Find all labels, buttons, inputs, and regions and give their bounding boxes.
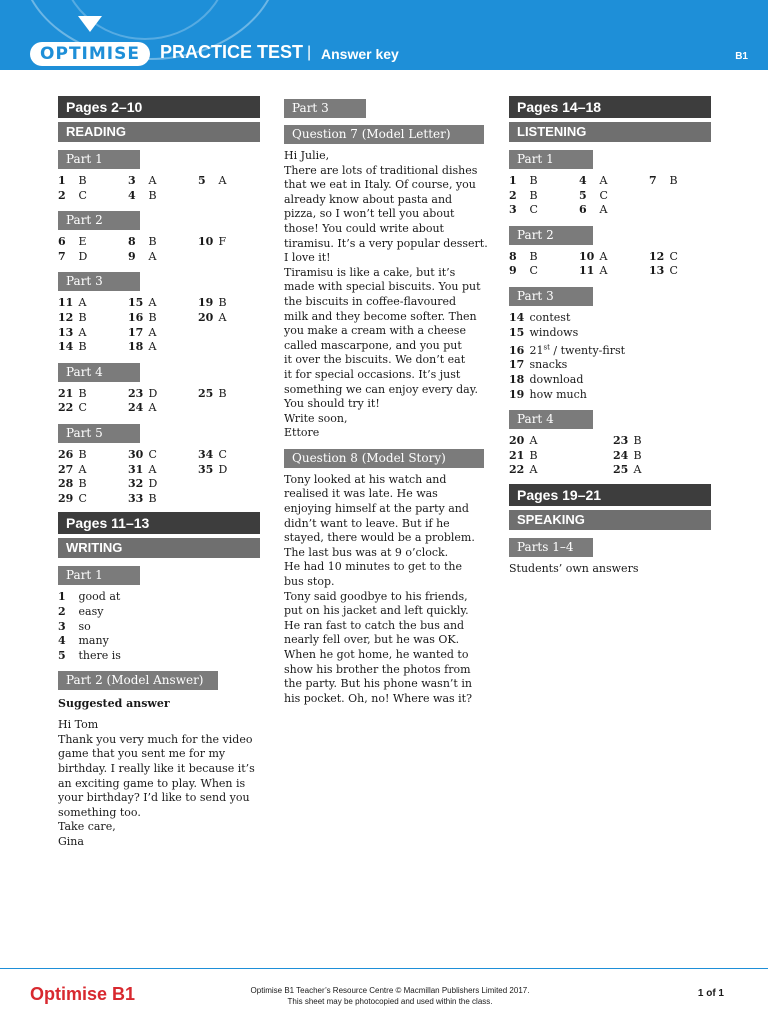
answer-number: 33 [128, 491, 144, 505]
answer-number: 21 [58, 386, 74, 400]
answer-item [128, 340, 198, 355]
answer-item [198, 477, 260, 492]
answer-value: B [148, 310, 157, 324]
answer-value: A [148, 340, 157, 354]
answer-item [58, 326, 128, 341]
answer-item [58, 250, 128, 265]
section-heading-pages-2-10: Pages 2–10 [58, 96, 260, 118]
answer-number: 16 [509, 343, 525, 357]
answer-number: 9 [128, 249, 136, 263]
answer-number: 3 [509, 203, 517, 217]
answer-item [58, 620, 260, 635]
answer-number: 1 [509, 174, 517, 187]
answer-value: A [529, 434, 538, 448]
answer-grid [509, 174, 711, 218]
answer-value: B [78, 174, 87, 187]
answer-value: A [599, 174, 608, 187]
part-heading: Part 3 [58, 272, 140, 291]
answer-value: C [78, 491, 87, 505]
answer-item [128, 477, 198, 492]
answer-number: 15 [509, 325, 525, 339]
answer-item [198, 250, 260, 265]
answer-item [509, 250, 579, 265]
answer-number: 22 [509, 463, 525, 477]
answer-value: B [529, 188, 538, 202]
answer-item [198, 463, 260, 478]
answer-value: B [633, 434, 642, 448]
answer-number: 20 [198, 310, 214, 324]
answer-number: 23 [128, 386, 144, 400]
answer-item [198, 387, 260, 402]
answer-number: 25 [613, 463, 629, 477]
answer-number: 4 [58, 634, 66, 648]
answer-item [613, 463, 711, 478]
answer-number: 5 [58, 648, 66, 662]
column-left [58, 96, 260, 850]
question-heading-7: Question 7 (Model Letter) [284, 125, 484, 144]
suggested-answer-label: Suggested answer [58, 697, 170, 711]
answer-value: C [669, 264, 678, 278]
answer-item [198, 235, 260, 250]
answer-grid [58, 174, 260, 203]
answer-value: B [218, 296, 227, 310]
answer-value: B [78, 340, 87, 354]
answer-number: 15 [128, 296, 144, 310]
answer-number: 17 [128, 325, 144, 339]
answer-number: 10 [579, 249, 595, 263]
page-header [0, 0, 768, 70]
answer-value: contest [529, 310, 571, 324]
answer-item [128, 492, 198, 507]
answer-number: 6 [58, 235, 66, 249]
answer-item [128, 296, 198, 311]
answer-value: A [599, 249, 608, 263]
answer-item [509, 358, 711, 373]
answer-item [128, 311, 198, 326]
answer-number: 5 [579, 188, 587, 202]
answer-number: 24 [613, 448, 629, 462]
footer-copyright [200, 985, 580, 1007]
speaking-answer: Students’ own answers [509, 561, 639, 575]
answer-number: 10 [198, 235, 214, 249]
answer-value: A [78, 296, 87, 310]
answer-item [58, 296, 128, 311]
answer-item [58, 477, 128, 492]
answer-grid [58, 235, 260, 264]
answer-item [198, 311, 260, 326]
answer-number: 4 [579, 174, 587, 187]
answer-number: 3 [58, 619, 66, 633]
answer-item [128, 174, 198, 189]
answer-number: 11 [579, 264, 595, 278]
answer-value: A [148, 462, 157, 476]
answer-number: 18 [509, 373, 525, 386]
answer-value: F [218, 235, 227, 249]
answer-number: 1 [58, 174, 66, 187]
answer-value: windows [529, 325, 579, 339]
answer-item [128, 235, 198, 250]
answer-number: 27 [58, 462, 74, 476]
answer-number: 14 [58, 340, 74, 354]
answer-value: there is [78, 648, 121, 662]
answer-value: A [529, 463, 538, 477]
question-heading-8: Question 8 (Model Story) [284, 449, 484, 468]
answer-value: D [218, 462, 228, 476]
part-heading: Part 2 (Model Answer) [58, 671, 218, 690]
part-heading: Part 5 [58, 424, 140, 443]
header-separator: | [307, 44, 312, 61]
answer-value: B [529, 174, 538, 187]
answer-number: 19 [198, 296, 214, 310]
answer-item [198, 326, 260, 341]
answer-item [509, 189, 579, 204]
answer-item [128, 448, 198, 463]
answer-value: A [148, 296, 157, 310]
copyright-line-1: Optimise B1 Teacher’s Resource Centre © Macmillan Publishers Limited 2017. [250, 986, 530, 995]
answer-item [579, 174, 649, 189]
answer-item [613, 449, 711, 464]
answer-value: B [218, 386, 227, 400]
answer-value: B [669, 174, 678, 187]
part-heading: Part 1 [509, 150, 593, 169]
answer-item [649, 174, 711, 189]
answer-value: A [148, 174, 157, 187]
answer-item [198, 174, 260, 189]
answer-item [198, 401, 260, 416]
answer-number: 13 [649, 264, 665, 278]
answer-item [509, 203, 579, 218]
answer-number: 22 [58, 401, 74, 415]
answer-item [649, 189, 711, 204]
logo-text: OPTIMISE [40, 44, 140, 64]
part-heading: Parts 1–4 [509, 538, 593, 557]
answer-item [58, 235, 128, 250]
answer-number: 6 [579, 203, 587, 217]
answer-value: C [78, 188, 87, 202]
answer-number: 2 [58, 188, 66, 202]
answer-value: how much [529, 387, 587, 401]
answer-value: E [78, 235, 87, 249]
part-heading: Part 4 [509, 410, 593, 429]
answer-value: easy [78, 604, 104, 618]
answer-item [128, 250, 198, 265]
answer-item [649, 264, 711, 279]
answer-value: B [78, 386, 87, 400]
answer-item [509, 326, 711, 341]
answer-number: 34 [198, 447, 214, 461]
answer-number: 21 [509, 448, 525, 462]
answer-number: 23 [613, 434, 629, 448]
answer-number: 9 [509, 264, 517, 278]
column-right [509, 96, 711, 577]
skill-heading-speaking: SPEAKING [509, 510, 711, 530]
part-heading: Part 1 [58, 150, 140, 169]
copyright-line-2: This sheet may be photocopied and used within the class. [287, 997, 493, 1006]
answer-number: 7 [58, 249, 66, 263]
section-heading-pages-14-18: Pages 14–18 [509, 96, 711, 118]
level-code: B1 [735, 51, 748, 62]
answer-item [509, 388, 711, 403]
answer-value: A [218, 310, 227, 324]
answer-number: 32 [128, 477, 144, 491]
answer-item [58, 634, 260, 649]
answer-value: many [78, 634, 109, 648]
answer-item [128, 387, 198, 402]
header-subtitle: Answer key [321, 46, 399, 62]
answer-item [509, 340, 711, 358]
answer-number: 25 [198, 386, 214, 400]
answer-value: A [148, 249, 157, 263]
answer-item [198, 296, 260, 311]
answer-grid [58, 296, 260, 354]
answer-item [509, 463, 613, 478]
logo-triangle-icon [78, 16, 102, 32]
answer-number: 5 [198, 174, 206, 187]
answer-value: A [78, 325, 87, 339]
answer-value: B [633, 448, 642, 462]
part-heading: Part 4 [58, 363, 140, 382]
answer-number: 2 [509, 188, 517, 202]
answer-value: so [78, 619, 91, 633]
part-heading: Part 1 [58, 566, 140, 585]
answer-item [198, 189, 260, 204]
footer-brand: Optimise B1 [30, 984, 136, 1004]
answer-item [58, 189, 128, 204]
page-number: 1 of 1 [697, 988, 724, 999]
answer-item [198, 448, 260, 463]
answer-value: C [529, 264, 538, 278]
answer-number: 29 [58, 491, 74, 505]
answer-grid [58, 448, 260, 506]
answer-item [58, 590, 260, 605]
answer-item [613, 434, 711, 449]
answer-item [58, 463, 128, 478]
part-heading: Part 3 [509, 287, 593, 306]
answer-item [58, 311, 128, 326]
answer-number: 24 [128, 401, 144, 415]
answer-value: C [218, 447, 227, 461]
answer-item [579, 250, 649, 265]
answer-value: B [529, 249, 538, 263]
answer-value: B [148, 188, 157, 202]
answer-value: download [529, 373, 584, 386]
answer-item [58, 401, 128, 416]
answer-number: 16 [128, 310, 144, 324]
part-heading: Part 3 [284, 99, 366, 118]
skill-heading-listening: LISTENING [509, 122, 711, 142]
part-heading: Part 2 [58, 211, 140, 230]
answer-value: D [78, 249, 88, 263]
answer-number: 31 [128, 462, 144, 476]
model-story-text: Tony looked at his watch and realised it was late. He was enjoying himself at the party and didn’t want to leave. But if he stayed, there would be a problem. The last bus was at 9 o’clock. He had 10 minutes to get to the bus stop. Tony said goodbye to his friends, put on his jacket and left quickly. He ran fast to catch the bus and nearly fell over, but he was OK. When he got home, he wanted to show his brother the photos from the party. But his phone wasn’t in his pocket. Oh, no! Where was it? [284, 472, 475, 705]
answer-value: B [148, 491, 157, 505]
answer-value: C [78, 401, 87, 415]
answer-value: A [78, 462, 87, 476]
optimise-logo [30, 42, 150, 66]
footer-divider [0, 968, 768, 969]
answer-item [128, 326, 198, 341]
answer-value: 21st / twenty-first [529, 343, 626, 357]
answer-number: 8 [509, 249, 517, 263]
part-heading: Part 2 [509, 226, 593, 245]
answer-grid [509, 250, 711, 279]
answer-number: 30 [128, 447, 144, 461]
answer-item [58, 387, 128, 402]
answer-item [579, 189, 649, 204]
answer-value: A [218, 174, 227, 187]
answer-value: C [669, 249, 678, 263]
answer-item [509, 174, 579, 189]
answer-number: 20 [509, 434, 525, 448]
answer-item [649, 250, 711, 265]
answer-value: B [78, 477, 87, 491]
answer-value: B [78, 447, 87, 461]
answer-item [128, 189, 198, 204]
answer-number: 11 [58, 296, 74, 310]
answer-number: 14 [509, 310, 525, 324]
answer-number: 1 [58, 590, 66, 604]
answer-number: 8 [128, 235, 136, 249]
answer-value: B [78, 310, 87, 324]
answer-item [58, 174, 128, 189]
answer-value: A [599, 203, 608, 217]
answer-value: D [148, 477, 158, 491]
answer-grid [58, 387, 260, 416]
answer-value: C [529, 203, 538, 217]
answer-item [579, 203, 649, 218]
answer-number: 12 [649, 249, 665, 263]
answer-item [509, 264, 579, 279]
model-letter-text: Hi Julie, There are lots of traditional dishes that we eat in Italy. Of course, you already know about pasta and pizza, so I won’t tell you about those! You could write about tiramisu. It’s a very popular dessert. I love it! Tiramisu is like a cake, but it’s made with special biscuits. You put the biscuits in coffee-flavoured milk and they become softer. Then you make a cream with a cheese called mascarpone, and you put it over the biscuits. We don’t eat it for special occasions. It’s just something we can enjoy every day. You should try it! Write soon, Ettore [284, 149, 488, 440]
answer-item [509, 373, 711, 388]
answer-value: good at [78, 590, 121, 604]
column-middle [284, 97, 488, 706]
answer-item [58, 448, 128, 463]
answer-number: 12 [58, 310, 74, 324]
answer-number: 3 [128, 174, 136, 187]
answer-value: A [599, 264, 608, 278]
answer-number: 18 [128, 340, 144, 354]
answer-number: 17 [509, 358, 525, 372]
answer-number: 7 [649, 174, 657, 187]
answer-item [649, 203, 711, 218]
answer-item [198, 492, 260, 507]
answer-grid [509, 434, 711, 478]
answer-item [58, 649, 260, 664]
answer-number: 2 [58, 604, 66, 618]
answer-number: 35 [198, 462, 214, 476]
answer-number: 26 [58, 447, 74, 461]
answer-item [58, 492, 128, 507]
answer-item [128, 463, 198, 478]
answer-number: 4 [128, 188, 136, 202]
answer-value: B [148, 235, 157, 249]
answer-item [58, 340, 128, 355]
answer-number: 19 [509, 387, 525, 401]
answer-value: A [148, 401, 157, 415]
answer-value: C [148, 447, 157, 461]
answer-value: snacks [529, 358, 568, 372]
section-heading-pages-19-21: Pages 19–21 [509, 484, 711, 506]
answer-list [509, 311, 711, 402]
answer-item [58, 605, 260, 620]
section-heading-pages-11-13: Pages 11–13 [58, 512, 260, 534]
answer-value: B [529, 448, 538, 462]
header-title: PRACTICE TEST [160, 42, 304, 62]
skill-heading-reading: READING [58, 122, 260, 142]
answer-list [58, 590, 260, 663]
answer-value: A [148, 325, 157, 339]
answer-value: A [633, 463, 642, 477]
answer-value: D [148, 386, 158, 400]
answer-item [509, 311, 711, 326]
skill-heading-writing: WRITING [58, 538, 260, 558]
answer-number: 13 [58, 325, 74, 339]
model-answer-text: Hi Tom Thank you very much for the video game that you sent me for my birthday. I really like it because it’s an exciting game to play. When is your birthday? I’d like to send you something too. Take care, Gina [58, 718, 255, 849]
answer-item [128, 401, 198, 416]
answer-item [509, 449, 613, 464]
answer-number: 28 [58, 477, 74, 491]
answer-item [579, 264, 649, 279]
answer-item [509, 434, 613, 449]
answer-item [198, 340, 260, 355]
answer-value: C [599, 188, 608, 202]
